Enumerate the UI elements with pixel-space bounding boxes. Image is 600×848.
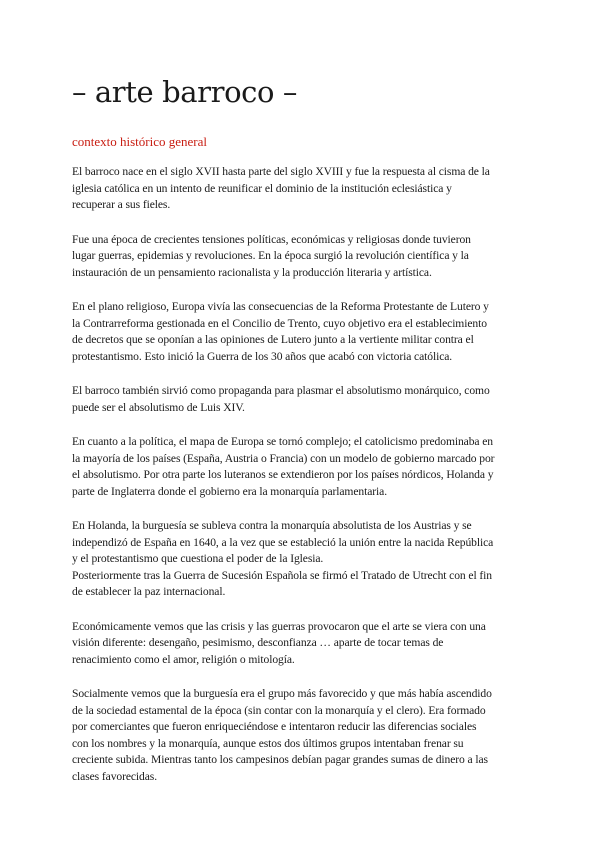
- text-line: Económicamente vemos que las crisis y las guerras provocaron que el arte se viera con una: [72, 619, 486, 633]
- text-line: parte de Inglaterra donde el gobierno era la monarquía parlamentaria.: [72, 484, 387, 498]
- paragraph: [72, 164, 528, 214]
- section-subtitle: contexto histórico general: [72, 134, 208, 149]
- text-line: renacimiento como el amor, religión o mitología.: [72, 652, 295, 666]
- text-line: instauración de un pensamiento racionalista y la producción literaria y artística.: [72, 265, 432, 279]
- text-line: de establecer la paz internacional.: [72, 585, 226, 598]
- text-line: En cuanto a la política, el mapa de Europa se tornó complejo; el catolicismo predominaba en: [72, 435, 494, 448]
- text-line: En el plano religioso, Europa vivía las consecuencias de la Reforma Protestante de Lutero y: [72, 300, 489, 313]
- text-line: puede ser el absolutismo de Luis XIV.: [72, 400, 245, 414]
- paragraph: [72, 232, 528, 282]
- text-line: por comerciantes que fueron enriqueciéndose e intentaron reducir las diferencias sociales: [72, 720, 477, 733]
- paragraph: [72, 686, 528, 785]
- text-line: El barroco también sirvió como propaganda para plasmar el absolutismo monárquico, como: [72, 384, 490, 397]
- paragraph: [72, 383, 528, 416]
- body-text: [72, 164, 528, 803]
- page-title: – arte barroco –: [72, 75, 297, 109]
- text-line: En Holanda, la burguesía se subleva contra la monarquía absolutista de los Austrias y se: [72, 519, 472, 532]
- text-line: iglesia católica en un intento de reunificar el dominio de la institución eclesiástica y: [72, 181, 452, 195]
- paragraph: [72, 619, 528, 669]
- text-line: visión diferente: desengaño, pesimismo, desconfianza … aparte de tocar temas de: [72, 636, 444, 649]
- text-line: de decretos que se oponían a las opiniones de Lutero junto a la vertiente militar contra el: [72, 333, 474, 346]
- text-line: independizó de España en 1640, a la vez que se estableció la unión entre la nacida República: [72, 535, 494, 549]
- text-line: recuperar a sus fieles.: [72, 198, 171, 211]
- text-line: y el protestantismo que cuestiona el poder de la Iglesia.: [72, 552, 324, 565]
- text-line: creciente subida. Mientras tanto los campesinos debían pagar grandes sumas de dinero a las: [72, 753, 488, 766]
- text-line: lugar guerras, epidemias y revoluciones. En la época surgió la revolución científica y la: [72, 249, 469, 262]
- text-line: con los nombres y la monarquía, aunque estos dos últimos grupos intentaban frenar su: [72, 736, 464, 750]
- text-line: la Contrarreforma gestionada en el Concilio de Trento, cuyo objetivo era el establecimiento: [72, 316, 487, 330]
- text-line: protestantismo. Esto inició la Guerra de los 30 años que acabó con victoria católica.: [72, 349, 453, 363]
- paragraph: [72, 434, 528, 500]
- paragraph: [72, 518, 528, 601]
- text-line: El barroco nace en el siglo XVII hasta parte del siglo XVIII y fue la respuesta al cisma de la: [72, 165, 490, 178]
- text-line: el absolutismo. Por otra parte los luteranos se extendieron por los países nórdicos, Holanda y: [72, 468, 494, 481]
- text-line: la mayoría de los países (España, Austria o Francia) con un modelo de gobierno marcado por: [72, 451, 495, 465]
- text-line: Fue una época de crecientes tensiones políticas, económicas y religiosas donde tuvieron: [72, 232, 471, 246]
- text-line: Socialmente vemos que la burguesía era el grupo más favorecido y que más había ascendido: [72, 687, 492, 700]
- text-line: Posteriormente tras la Guerra de Sucesión Española se firmó el Tratado de Utrecht con el fin: [72, 568, 492, 582]
- paragraph: [72, 299, 528, 365]
- text-line: de la sociedad estamental de la época (sin contar con la monarquía y el clero). Era formado: [72, 703, 486, 717]
- text-line: clases favorecidas.: [72, 769, 158, 783]
